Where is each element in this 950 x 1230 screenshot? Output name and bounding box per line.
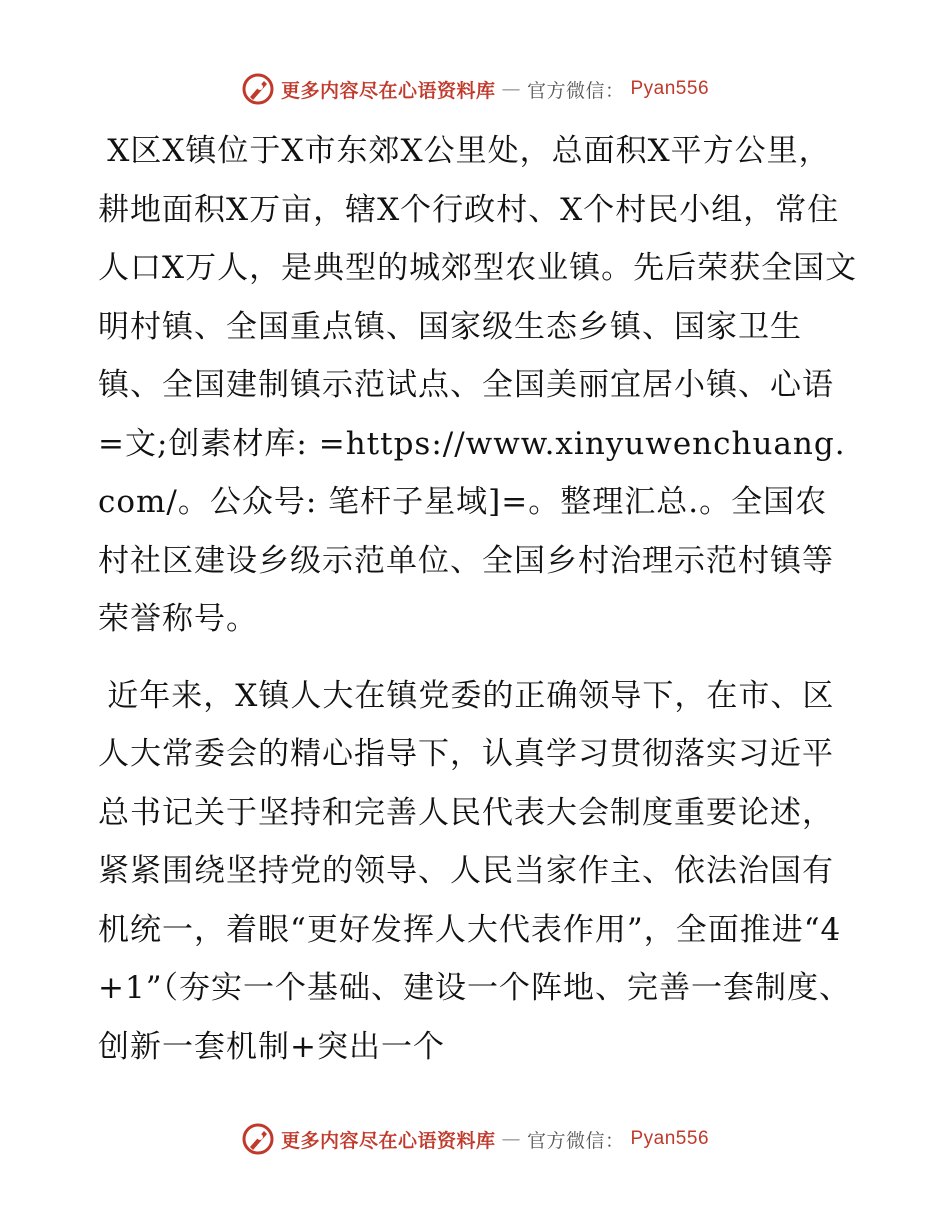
paragraph: X区X镇位于X市东郊X公里处，总面积X平方公里，耕地面积X万亩，辖X个行政村、X个村民小组，常住人口X万人，是典型的城郊型农业镇。先后荣获全国文明村镇、全国重点镇、国家级生态乡镇、国家卫生镇、全国建制镇示范试点、全国美丽宜居小镇、心语=文;创素材库: =https://www.xinyuwenchuang.com/。公众号: 笔杆子星域]=。整理汇总.。全国农村社区建设乡级示范单位、全国乡村治理示范村镇等荣誉称号。 <box>98 133 858 637</box>
banner-dash: — <box>501 78 521 100</box>
banner-wechat-id: Pyan556 <box>630 1128 710 1149</box>
banner-wechat-label: 官方微信： <box>526 1129 625 1152</box>
banner-wechat-label: 官方微信： <box>526 79 625 102</box>
footer-banner <box>0 1122 950 1156</box>
header-banner <box>0 72 950 106</box>
banner-wechat-id: Pyan556 <box>630 78 710 99</box>
paragraph: 近年来，X镇人大在镇党委的正确领导下，在市、区人大常委会的精心指导下，认真学习贯彻落实习近平总书记关于坚持和完善人民代表大会制度重要论述，紧紧围绕坚持党的领导、人民当家作主、依法治国有机统一，着眼“更好发挥人大代表作用”，全面推进“4+1”（夯实一个基础、建设一个阵地、完善一套制度、创新一套机制+突出一个 <box>98 677 852 1065</box>
pen-logo-icon <box>241 1122 275 1156</box>
banner-text: 更多内容尽在心语资料库 <box>280 1129 496 1152</box>
pen-logo-icon <box>241 72 275 106</box>
banner-dash: — <box>501 1128 521 1150</box>
banner-text: 更多内容尽在心语资料库 <box>280 79 496 102</box>
document-body <box>98 122 858 1094</box>
